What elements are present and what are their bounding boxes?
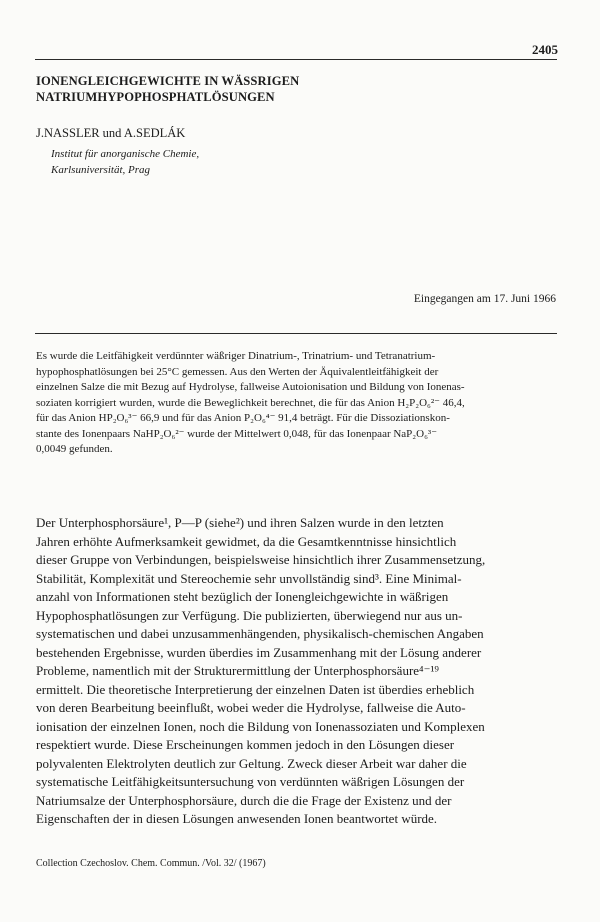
abstract-line: Es wurde die Leitfähigkeit verdünnter wäßriger Dinatrium-, Trinatrium- und Tetranatrium-: [36, 350, 436, 362]
body-line: respektiert wurde. Diese Erscheinungen kommen jedoch in den Lösungen dieser: [36, 737, 455, 752]
body-line: Stabilität, Komplexität und Stereochemie sehr unvollständig sind³. Eine Minimal-: [36, 570, 462, 586]
body-line: systematischen und dabei unzusammenhängenden, physikalisch-chemischen Angaben: [36, 626, 484, 641]
header-rule: [35, 59, 557, 60]
article-title: [36, 73, 556, 105]
body-text: [36, 514, 556, 829]
body-line: von deren Bearbeitung beeinflußt, wobei weder die Hydrolyse, fallweise die Auto-: [36, 700, 466, 715]
body-line: polyvalenten Elektrolyten deutlich zur Geltung. Zweck dieser Arbeit war daher die: [36, 755, 467, 771]
title-line-1: IONENGLEICHGEWICHTE IN WÄSSRIGEN: [36, 74, 300, 88]
abstract: [36, 349, 556, 458]
abstract-line: für das Anion HP₂O₆³⁻ 66,9 und für das Anion P₂O₆⁴⁻ 91,4 beträgt. Für die Dissoziationskon-: [36, 412, 450, 424]
abstract-rule: [35, 333, 557, 334]
body-line: Natriumsalze der Unterphosphorsäure, durch die die Frage der Existenz und der: [36, 792, 452, 808]
journal-citation: Collection Czechoslov. Chem. Commun. /Vol. 32/ (1967): [36, 858, 266, 869]
affiliation-line-1: Institut für anorganische Chemie,: [51, 148, 200, 160]
title-line-2: NATRIUMHYPOPHOSPHATLÖSUNGEN: [36, 90, 275, 104]
abstract-line: einzelnen Salze die mit Bezug auf Hydrolyse, fallweise Autoionisation und Bildung von Ionenas-: [36, 381, 465, 393]
body-line: Der Unterphosphorsäure¹, P—P (siehe²) und ihren Salzen wurde in den letzten: [36, 515, 444, 530]
abstract-line: soziaten korrigiert wurden, wurde die Beweglichkeit berechnet, die für das Anion H₂P₂O₆²⁻ 46,4,: [36, 396, 465, 409]
body-line: Jahren erhöhte Aufmerksamkeit gewidmet, da die Gesamtkenntnisse hinsichtlich: [36, 533, 457, 549]
received-date: Eingegangen am 17. Juni 1966: [413, 293, 556, 305]
abstract-line: stante des Ionenpaars NaHP₂O₆²⁻ wurde der Mittelwert 0,048, für das Ionenpaar NaP₂O₆³⁻: [36, 427, 438, 440]
body-line: bestehenden Ergebnisse, wurden überdies im Zusammenhang mit der Lösung anderer: [36, 644, 482, 660]
page-number: 2405: [532, 42, 558, 57]
authors: J.NASSLER und A.SEDLÁK: [36, 126, 186, 140]
body-line: ermittelt. Die theoretische Interpretierung der einzelnen Daten ist überdies erheblich: [36, 681, 475, 697]
abstract-line: hypophosphatlösungen bei 25°C gemessen. Aus den Werten der Äquivalentleitfähigkeit der: [36, 365, 439, 378]
body-line: systematische Leitfähigkeitsuntersuchung von verdünnten wäßrigen Lösungen der: [36, 774, 465, 789]
body-line: Hypophosphatlösungen zur Verfügung. Die publizierten, überwiegend nur aus un-: [36, 607, 463, 623]
body-line: Probleme, namentlich mit der Strukturermittlung der Unterphosphorsäure⁴⁻¹⁹: [36, 663, 439, 678]
affiliation: [51, 146, 199, 178]
affiliation-line-2: Karlsuniversität, Prag: [51, 164, 151, 176]
body-line: dieser Gruppe von Verbindungen, beispielsweise hinsichtlich ihrer Zusammensetzung,: [36, 552, 486, 567]
body-line: ionisation der einzelnen Ionen, noch die Bildung von Ionenassoziaten und Komplexen: [36, 718, 485, 734]
body-line: Eigenschaften der in diesen Lösungen anwesenden Ionen beantwortet würde.: [36, 811, 438, 826]
abstract-line: 0,0049 gefunden.: [36, 443, 113, 455]
body-line: anzahl von Informationen steht bezüglich der Ionengleichgewichte in wäßrigen: [36, 589, 449, 604]
